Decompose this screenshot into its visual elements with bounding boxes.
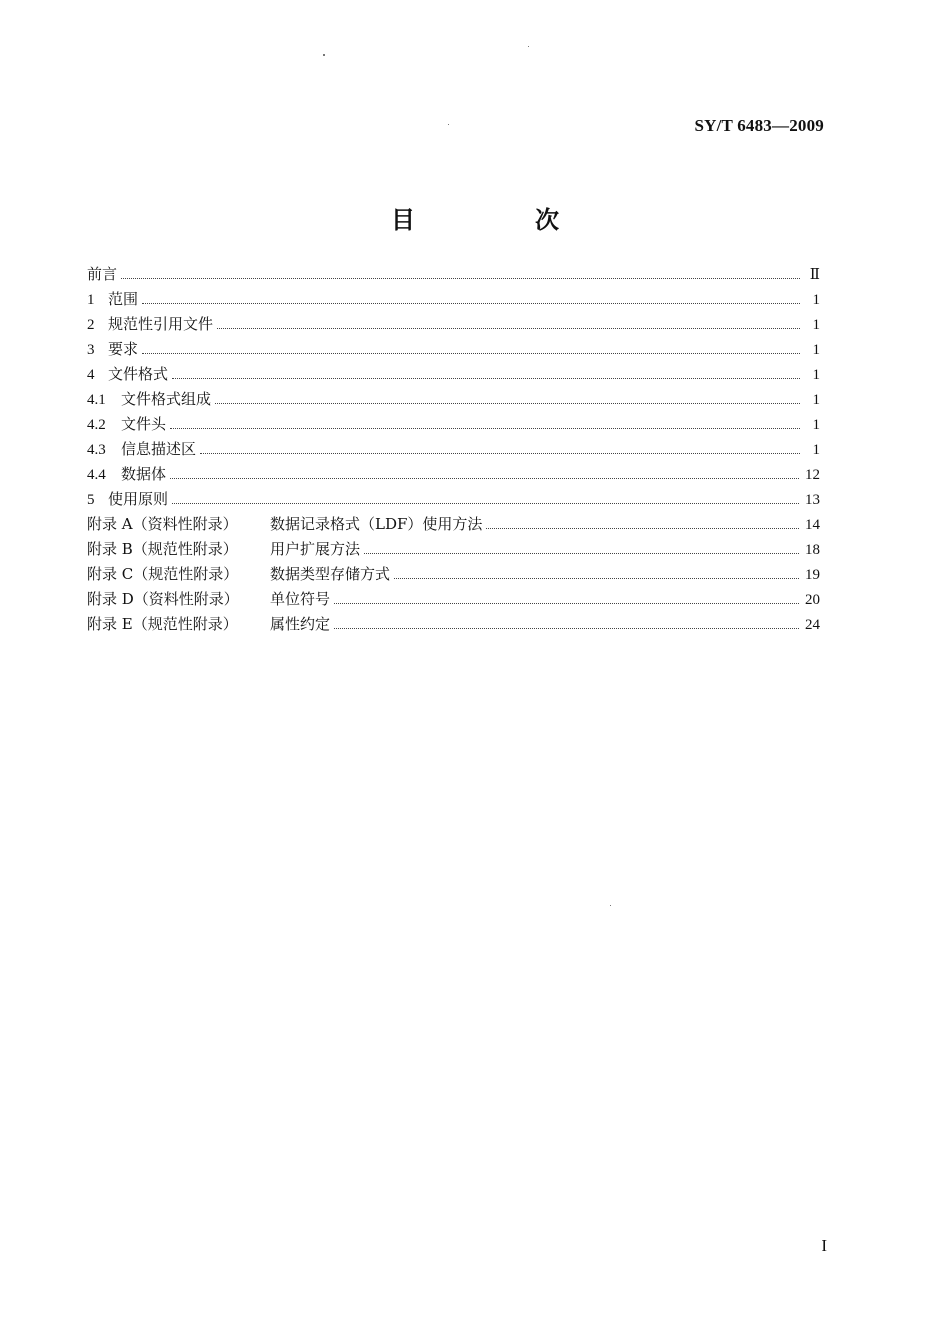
toc-entry-title: 属性约定 <box>270 615 331 633</box>
toc-leader-dots <box>217 327 800 329</box>
toc-leader-dots <box>486 527 799 529</box>
toc-entry-page: 18 <box>805 542 820 558</box>
toc-leader-dots <box>364 552 799 554</box>
toc-leader-dots <box>170 477 799 479</box>
toc-appendix-label: 附录 A（资料性附录） <box>87 515 238 533</box>
toc-entry-page: 13 <box>805 492 820 508</box>
toc-entry-appendix-d[interactable] <box>87 587 820 612</box>
toc-entry-title: 信息描述区 <box>121 440 197 458</box>
toc-appendix-label: 附录 D（资料性附录） <box>87 590 239 608</box>
toc-entry-4-1[interactable] <box>87 387 820 412</box>
toc-entry-appendix-b[interactable] <box>87 537 820 562</box>
toc-entry-title: 数据体 <box>121 465 167 483</box>
toc-leader-dots <box>334 602 799 604</box>
scan-speck <box>528 46 529 47</box>
toc-entry-title: 范围 <box>108 290 139 308</box>
toc-leader-dots <box>172 502 799 504</box>
toc-entry-appendix-a[interactable] <box>87 512 820 537</box>
toc-entry-number: 5 <box>87 492 95 508</box>
toc-entry-number: 3 <box>87 342 95 358</box>
toc-leader-dots <box>215 402 800 404</box>
toc-entry-title: 数据记录格式（LDF）使用方法 <box>270 515 483 533</box>
page-number: I <box>821 1236 827 1255</box>
toc-leader-dots <box>172 377 800 379</box>
toc-leader-dots <box>394 577 799 579</box>
toc-entry-title: 文件格式 <box>108 365 169 383</box>
toc-leader-dots <box>121 277 800 279</box>
toc-entry-4-2[interactable] <box>87 412 820 437</box>
toc-entry-page: 1 <box>812 292 820 308</box>
toc-entry-number: 4 <box>87 367 95 383</box>
toc-entry-title: 使用原则 <box>108 490 169 508</box>
toc-entry-title: 前言 <box>87 265 118 283</box>
toc-entry-normative-references[interactable] <box>87 312 820 337</box>
toc-appendix-label: 附录 E（规范性附录） <box>87 615 238 633</box>
toc-leader-dots <box>200 452 800 454</box>
toc-entry-page: 14 <box>805 517 820 533</box>
toc-entry-title: 要求 <box>108 340 139 358</box>
toc-entry-4-4[interactable] <box>87 462 820 487</box>
scan-speck <box>448 124 449 125</box>
toc-entry-title: 文件头 <box>121 415 167 433</box>
toc-entry-page: 24 <box>805 617 820 633</box>
toc-entry-page: 1 <box>812 417 820 433</box>
toc-entry-number: 1 <box>87 292 95 308</box>
toc-entry-appendix-e[interactable] <box>87 612 820 637</box>
toc-entry-page: 20 <box>805 592 820 608</box>
toc-entry-number: 2 <box>87 317 95 333</box>
toc-entry-page: 1 <box>812 442 820 458</box>
toc-entry-file-format[interactable] <box>87 362 820 387</box>
toc-entry-requirements[interactable] <box>87 337 820 362</box>
toc-appendix-label: 附录 B（规范性附录） <box>87 540 238 558</box>
scan-speck <box>323 54 325 56</box>
toc-entry-number: 4.2 <box>87 417 106 433</box>
toc-entry-title: 数据类型存储方式 <box>270 565 391 583</box>
toc-leader-dots <box>170 427 800 429</box>
toc-entry-page: 12 <box>805 467 820 483</box>
toc-entry-title: 规范性引用文件 <box>108 315 214 333</box>
toc-entry-number: 4.4 <box>87 467 106 483</box>
toc-leader-dots <box>142 302 800 304</box>
toc-entry-page: 1 <box>812 342 820 358</box>
toc-entry-page: Ⅱ <box>809 267 820 283</box>
toc-entry-title: 文件格式组成 <box>121 390 212 408</box>
toc-entry-4-3[interactable] <box>87 437 820 462</box>
toc-leader-dots <box>142 352 800 354</box>
scan-speck <box>610 905 611 906</box>
toc-title: 目 次 <box>391 206 607 234</box>
toc-entry-page: 1 <box>812 392 820 408</box>
toc-entry-page: 1 <box>812 367 820 383</box>
toc-entry-page: 1 <box>812 317 820 333</box>
toc-entry-title: 用户扩展方法 <box>270 540 361 558</box>
toc-entry-number: 4.3 <box>87 442 106 458</box>
toc-entry-foreword[interactable] <box>87 262 820 287</box>
standard-code: SY/T 6483—2009 <box>694 116 824 135</box>
toc-appendix-label: 附录 C（规范性附录） <box>87 565 239 583</box>
table-of-contents <box>87 262 820 637</box>
toc-entry-number: 4.1 <box>87 392 106 408</box>
toc-entry-usage-principles[interactable] <box>87 487 820 512</box>
toc-entry-page: 19 <box>805 567 820 583</box>
toc-entry-appendix-c[interactable] <box>87 562 820 587</box>
toc-leader-dots <box>334 627 799 629</box>
toc-entry-scope[interactable] <box>87 287 820 312</box>
toc-entry-title: 单位符号 <box>270 590 331 608</box>
